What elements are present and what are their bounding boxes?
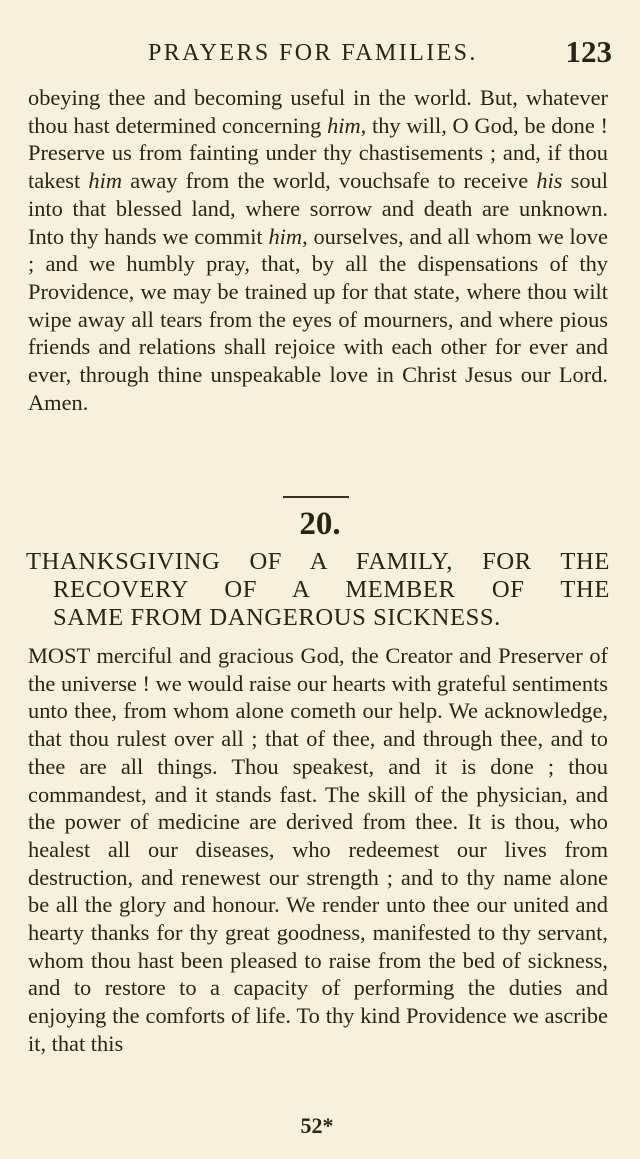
signature-mark-text: 52* [300,1113,334,1138]
para1-em: him [268,223,303,249]
prayer-paragraph: MOST merciful and gracious God, the Creator and Preserver of the universe ! we would raise our hearts with grateful sentiments unto thee, from whom alone cometh our help. We acknowledge, that thou rulest over all ; that of thee, and through thee, and to thee are all things. Thou speakest, and it is done ; thou commandest, and it stands fast. The skill of the physician, and the power of medicine are derived from thee. It is thou, who healest all our diseases, who redeemest our lives from destruction, and renewest our strength ; and to thy name alone be all the glory and honour. We render unto thee our united and hearty thanks for thy great goodness, manifested to thy servant, whom thou hast been pleased to raise from the bed of sickness, and to restore to a capacity of performing the duties and enjoying the comforts of life. To thy kind Providence we ascribe it, that this [28,643,608,1056]
para1-em: him [327,112,361,138]
para1-seg: away from the world, vouchsafe to receive [122,168,537,194]
page-header [0,36,640,70]
para1-seg: obeying thee and becoming useful in the world. But, whatever thou hast determined concerning [28,85,608,138]
para1-seg: , ourselves, and all whom we love ; and we humbly pray, that, by all the dispensations of thy Providence, we may be trained up for that state, where thou wilt wipe away all tears from the eyes of mourners, and where pious friends and relations shall rejoice with each other for ever and ever, through thine unspeakable love in Christ Jesus our Lord. Amen. [28,223,608,415]
signature-mark [0,1113,640,1139]
para1-em: him [88,168,123,194]
section-title-line: RECOVERY OF A MEMBER OF THE [53,576,610,603]
page-number: 123 [565,34,612,69]
section-title-line: THANKSGIVING OF A FAMILY, FOR THE [26,548,610,575]
running-title: PRAYERS FOR FAMILIES. [148,40,478,66]
paragraph-continuation [28,84,608,416]
para1-seg: soul into that blessed land, where sorrow and death are unknown. Into thy hands we commit [28,168,608,249]
para1-seg: , thy will, O God, be done ! Preserve us from fainting under thy chastisements ; and, if thou takest [28,112,608,194]
section-divider [283,496,349,498]
section-number: 20. [299,506,341,542]
section-title-line: SAME FROM DANGEROUS SICKNESS. [53,604,501,631]
section-title [26,548,610,632]
para1-em: his [536,168,563,194]
